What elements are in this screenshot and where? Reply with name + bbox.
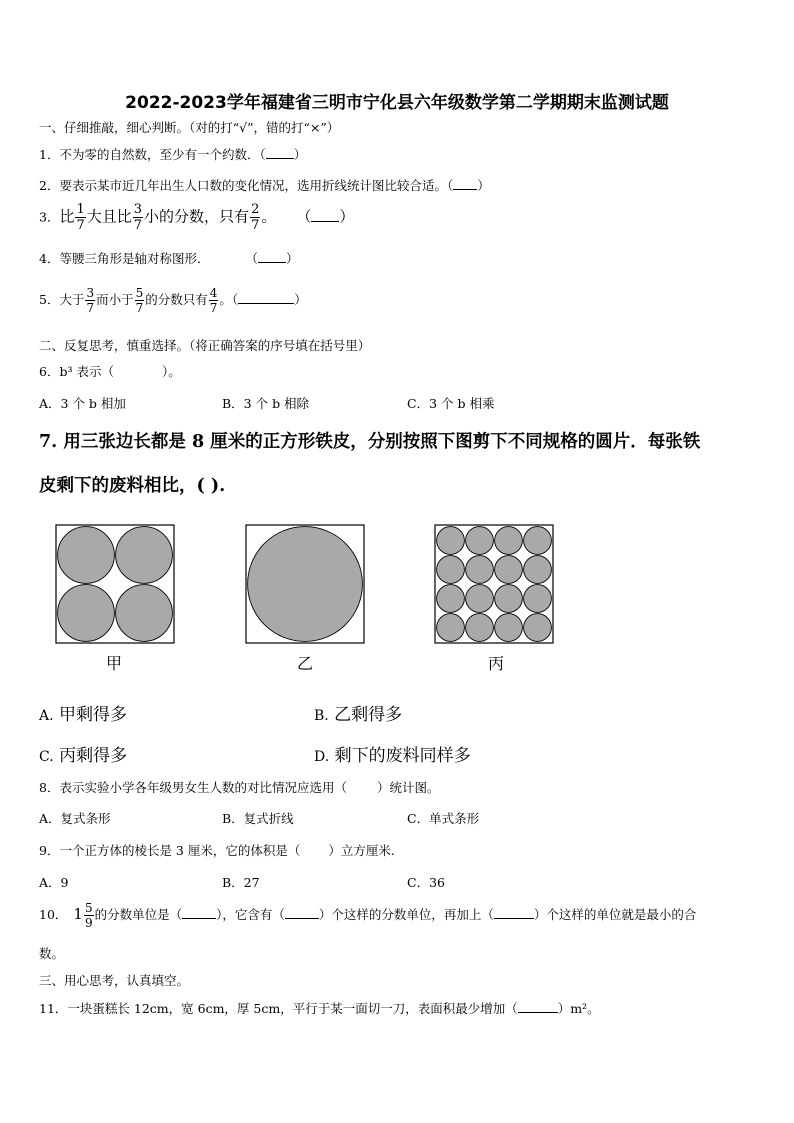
circle-piece	[495, 556, 523, 584]
circle-piece	[466, 614, 494, 642]
question-2	[39, 177, 490, 194]
question-number: 10．	[39, 907, 68, 922]
question-text: b³ 表示（	[59, 364, 114, 379]
option-c[interactable]: C．3 个 b 相乘	[407, 396, 495, 411]
denominator: 7	[76, 218, 85, 233]
option-a[interactable]	[39, 700, 127, 725]
question-7-line-1: 7. 用三张边长都是 8 厘米的正方形铁皮，分别按照下图剪下不同规格的圆片．每张铁	[39, 432, 701, 452]
fraction-2-7	[250, 203, 260, 232]
question-text: 表示实验小学各年级男女生人数的对比情况应选用（	[59, 780, 347, 795]
question-text: 等腰三角形是轴对称图形．	[59, 251, 210, 266]
option-text: 乙剩得多	[334, 705, 403, 725]
question-number: 11．	[39, 1001, 68, 1016]
question-number: 5．	[39, 292, 60, 307]
circle-piece	[58, 585, 115, 642]
numerator: 5	[135, 286, 144, 300]
circle-piece	[495, 614, 523, 642]
circle-piece	[116, 527, 173, 584]
option-letter: A.	[39, 708, 54, 724]
answer-blank-2[interactable]	[285, 906, 319, 919]
text-segment: 。（	[219, 292, 239, 307]
question-number: 1．	[39, 147, 60, 162]
circle-piece	[437, 614, 465, 642]
paren-close: ）	[339, 207, 355, 226]
question-5	[39, 287, 307, 314]
question-1	[39, 146, 306, 163]
paren-close: ）	[477, 178, 490, 193]
figure-bing-square	[434, 524, 554, 644]
paren-open: （	[296, 207, 312, 226]
option-a[interactable]: A．3 个 b 相加	[39, 396, 126, 411]
question-number: 4．	[39, 251, 60, 266]
question-3	[39, 203, 354, 232]
circle-piece	[466, 527, 494, 555]
paren-close: ）	[285, 251, 299, 266]
fraction-3-7	[85, 287, 95, 314]
question-4	[39, 250, 299, 267]
question-number: 6．	[39, 364, 60, 379]
figure-label-yi: 乙	[297, 654, 314, 673]
question-8	[39, 780, 439, 796]
text-segment: 比	[59, 207, 75, 226]
question-text: 一个正方体的棱长是 3 厘米，它的体积是（	[59, 843, 301, 858]
paren-open: （	[245, 251, 258, 266]
text-segment: 小的分数，只有	[144, 207, 250, 226]
section-2-heading: 二、反复思考，慎重选择。（将正确答案的序号填在括号里）	[39, 338, 371, 353]
paren-close: ）m²。	[557, 1001, 600, 1016]
denominator: 9	[84, 916, 93, 930]
option-c[interactable]	[39, 741, 127, 766]
answer-blank-1[interactable]	[182, 906, 216, 919]
text-segment: ），它含有（	[216, 907, 285, 922]
question-text: 要表示某市近几年出生人口数的变化情况，选用折线统计图比较合适。（	[59, 178, 454, 193]
numerator: 2	[251, 202, 260, 217]
question-7-line-2: 皮剩下的废料相比，( ).	[39, 476, 226, 496]
option-b[interactable]: B．复式折线	[222, 811, 294, 826]
text-segment: 的分数单位是（	[94, 907, 183, 922]
option-b[interactable]: B．27	[222, 875, 260, 890]
circle-piece	[437, 556, 465, 584]
figure-yi-square	[245, 524, 365, 644]
circle-piece	[524, 556, 552, 584]
circle-piece	[466, 556, 494, 584]
answer-blank[interactable]	[258, 250, 286, 263]
circle-piece	[116, 585, 173, 642]
paren-close: ）	[294, 292, 307, 307]
text-segment: 大于	[59, 292, 85, 307]
text-segment: 大且比	[86, 207, 132, 226]
option-text: 丙剩得多	[59, 746, 128, 766]
answer-blank[interactable]	[238, 291, 294, 304]
denominator: 7	[133, 218, 143, 233]
text-segment: 的分数只有	[145, 292, 208, 307]
numerator: 3	[133, 202, 143, 217]
fraction-1-7	[75, 203, 85, 232]
question-number: 2．	[39, 178, 60, 193]
option-d[interactable]	[314, 741, 471, 766]
option-letter: B.	[314, 708, 329, 724]
page-title: 2022-2023学年福建省三明市宁化县六年级数学第二学期期末监测试题	[125, 93, 669, 113]
numerator: 4	[209, 286, 218, 300]
option-a[interactable]: A．复式条形	[39, 811, 111, 826]
question-10-line-2: 数。	[39, 946, 65, 961]
denominator: 7	[135, 301, 144, 315]
question-6	[39, 364, 181, 380]
option-text: 甲剩得多	[58, 705, 127, 725]
option-c[interactable]: C．36	[407, 875, 445, 890]
section-3-heading: 三、用心思考，认真填空。	[39, 973, 190, 988]
answer-blank[interactable]	[266, 146, 294, 159]
numerator: 1	[76, 202, 85, 217]
mixed-number-whole: 1	[73, 905, 83, 923]
section-1-heading: 一、仔细推敲，细心判断。（对的打“√”，错的打“×”）	[39, 120, 340, 135]
figure-label-bing: 丙	[488, 654, 505, 673]
question-text: 一块蛋糕长 12cm，宽 6cm，厚 5cm，平行于某一面切一刀，表面积最少增加（	[67, 1001, 518, 1016]
numerator: 3	[86, 286, 95, 300]
option-b[interactable]	[314, 700, 402, 725]
option-text: 剩下的废料同样多	[334, 746, 471, 766]
option-b[interactable]: B．3 个 b 相除	[222, 396, 310, 411]
denominator: 7	[209, 301, 218, 315]
text-segment: ）个这样的分数单位，再加上（	[318, 907, 494, 922]
question-9	[39, 843, 395, 859]
figure-label-jia: 甲	[106, 654, 123, 673]
circle-piece	[437, 527, 465, 555]
denominator: 7	[251, 218, 260, 233]
circle-piece	[524, 614, 552, 642]
circle-piece	[248, 527, 363, 642]
option-c[interactable]: C．单式条形	[407, 811, 480, 826]
circle-piece	[524, 527, 552, 555]
circle-piece	[58, 527, 115, 584]
answer-blank[interactable]	[311, 209, 339, 222]
question-11	[39, 1000, 600, 1017]
paren-close: ）。	[161, 364, 181, 379]
numerator: 5	[84, 901, 93, 915]
option-letter: D.	[314, 749, 330, 765]
fraction-3-7	[133, 203, 143, 232]
text-segment: 而小于	[96, 292, 134, 307]
answer-blank[interactable]	[518, 1000, 558, 1013]
answer-blank-3[interactable]	[494, 906, 534, 919]
paren-close: ）	[293, 147, 307, 162]
question-number: 9．	[39, 843, 60, 858]
text-segment: ）个这样的单位就是最小的合	[533, 907, 697, 922]
fraction-5-7	[135, 287, 145, 314]
circle-piece	[466, 585, 494, 613]
question-10-line-1	[39, 902, 696, 929]
circle-piece	[437, 585, 465, 613]
option-a[interactable]: A．9	[39, 875, 69, 890]
text-segment: 。	[261, 207, 277, 226]
answer-blank[interactable]	[453, 177, 477, 190]
paren-close: ）立方厘米.	[328, 843, 395, 858]
circle-piece	[524, 585, 552, 613]
question-text: 不为零的自然数，至少有一个约数．（	[59, 147, 266, 162]
figure-jia-square	[55, 524, 175, 644]
option-letter: C.	[39, 749, 54, 765]
fraction-4-7	[209, 287, 219, 314]
question-number: 3．	[39, 209, 60, 225]
question-number: 8．	[39, 780, 60, 795]
fraction-5-9	[84, 902, 94, 929]
paren-close: ）统计图。	[376, 780, 440, 795]
circle-piece	[495, 527, 523, 555]
circle-piece	[495, 585, 523, 613]
denominator: 7	[86, 301, 95, 315]
